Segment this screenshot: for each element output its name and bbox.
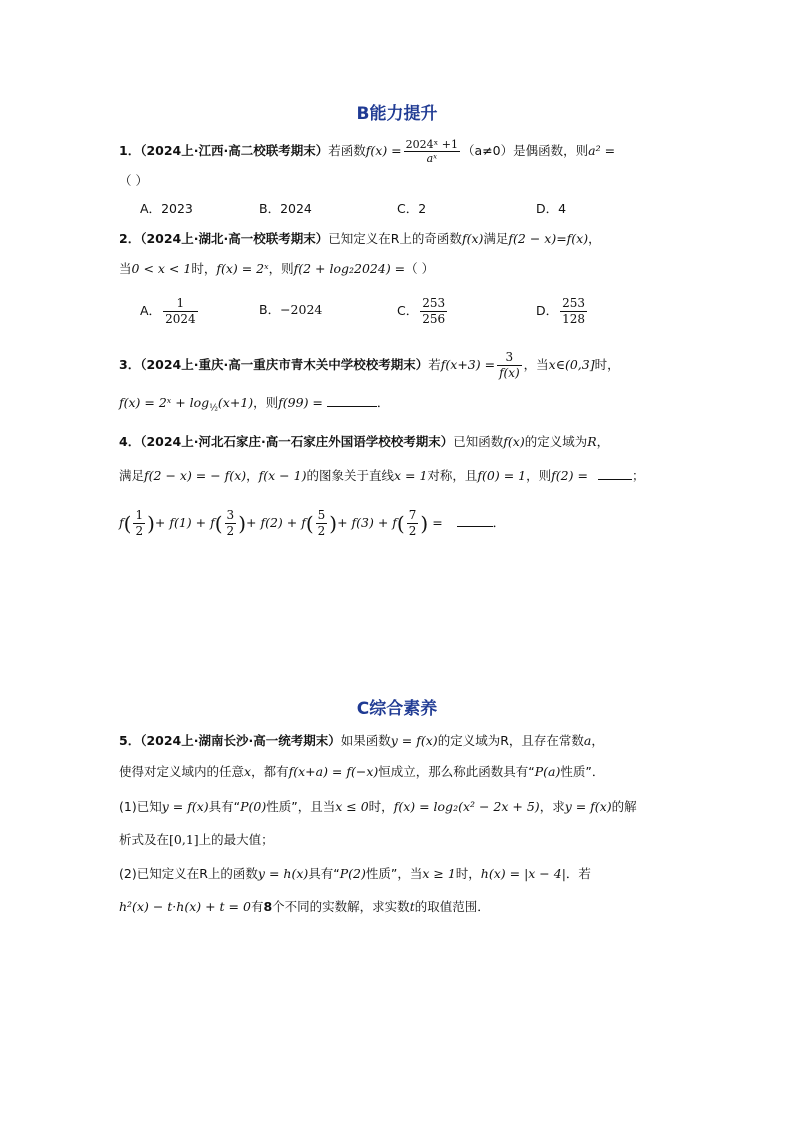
question-2-text: 已知定义在R上的奇函数: [328, 231, 462, 246]
question-2-when: 当: [119, 261, 132, 276]
question-4-text: 已知函数: [453, 434, 504, 449]
part-1-func-ref: y = f(x): [564, 799, 612, 814]
paren-open: (: [396, 511, 405, 536]
question-3-definition-arg: (x+1): [217, 395, 254, 410]
paren-close: ): [420, 511, 429, 536]
question-3-number: 3．: [119, 357, 141, 372]
fraction-denominator: 2: [317, 524, 326, 538]
question-2-line-2: [119, 259, 434, 279]
question-5-part-2-line-1: [119, 864, 591, 884]
part-1-definition: f(x) = log₂(x² − 2x + 5): [393, 799, 540, 814]
question-4-semicolon: ；: [631, 468, 645, 483]
question-1-option-c[interactable]: [397, 199, 426, 219]
fraction-numerator: 2024ˣ +1: [405, 138, 459, 151]
question-4-func: f(x): [503, 434, 525, 449]
option-value: 2024: [280, 201, 312, 216]
question-5-part-1-line-2: [119, 830, 274, 850]
question-1-func: f(x) =: [365, 143, 402, 158]
question-2-definition: f(x) = 2ˣ: [216, 261, 269, 276]
question-4-line-3: [119, 508, 505, 539]
question-4-domain-text: 的定义域为: [524, 434, 588, 449]
sum-fraction: [316, 508, 328, 539]
question-3-range: x∈(0,3]: [548, 357, 595, 372]
part-1-interval: [0,1]: [169, 832, 199, 847]
option-label: D．: [536, 201, 559, 216]
question-4-line-1: [119, 432, 609, 452]
question-3-lhs: f(x+3) =: [440, 357, 496, 372]
question-5-part-2-line-2: [119, 897, 490, 917]
question-5-property: P(a): [534, 764, 561, 779]
part-2-condition: x ≥ 1: [422, 866, 456, 881]
question-3-fraction: [497, 350, 522, 381]
question-2-text-b: 满足: [483, 231, 509, 246]
question-2-option-a[interactable]: [140, 296, 200, 327]
question-4-axis: x = 1: [393, 468, 428, 483]
question-5-source: （2024上·湖南长沙·高一统考期末）: [140, 733, 341, 748]
part-1-condition: x ≤ 0: [335, 799, 369, 814]
sum-term: f: [119, 515, 124, 530]
part-1-label: (1)已知: [119, 799, 162, 814]
question-5-text-b: 的定义域为R，且存在常数: [437, 733, 584, 748]
paren-close: ): [238, 511, 246, 536]
question-5-property-end: 性质”．: [560, 764, 605, 779]
option-value: 4: [558, 201, 567, 216]
question-4-answer-blank-1[interactable]: [598, 467, 632, 480]
part-1-has: 具有“: [208, 799, 241, 814]
question-2-number: 2．: [119, 231, 141, 246]
question-4-answer-blank-2[interactable]: [457, 514, 493, 527]
part-2-has-text: 有: [250, 899, 264, 914]
part-2-var: t: [409, 899, 415, 914]
section-title-c: C综合素养: [356, 699, 438, 719]
part-2-has: 具有“: [308, 866, 340, 881]
option-fraction: [560, 296, 587, 327]
paren-open: (: [123, 511, 132, 536]
question-4-satisfy: 满足: [119, 468, 145, 483]
question-3-answer-blank[interactable]: [327, 394, 377, 407]
part-2-time: 时，: [455, 866, 481, 881]
question-1-line-1: [119, 138, 615, 165]
question-2-time: 时，: [191, 261, 217, 276]
sum-fraction: [133, 508, 145, 539]
paren-close: ): [147, 511, 155, 536]
question-1-condition: （a≠0）: [462, 143, 514, 158]
question-2-range: 0 < x < 1: [131, 261, 192, 276]
part-2-func: y = h(x): [257, 866, 309, 881]
question-3-if: 若: [428, 357, 441, 372]
question-3-line-2: [119, 393, 389, 419]
part-1-expr: 的解: [611, 799, 637, 814]
question-4-domain: R: [587, 434, 597, 449]
fraction-numerator: 253: [562, 296, 586, 310]
fraction-denominator: 2: [226, 524, 235, 538]
part-2-property: P(2): [339, 866, 366, 881]
question-5-func: y = f(x): [390, 733, 438, 748]
part-2-solutions: 个不同的实数解，求实数: [272, 899, 410, 914]
part-1-property: P(0): [240, 799, 267, 814]
question-2-source: （2024上·湖北·高一校联考期末）: [140, 231, 329, 246]
question-1-fraction: [404, 138, 460, 165]
option-label: A．: [140, 303, 162, 318]
question-2-option-b[interactable]: [259, 300, 322, 320]
question-5-var: x: [244, 764, 252, 779]
question-3-period: ．: [376, 395, 390, 410]
question-1-source: （2024上·江西·高二校联考期末）: [140, 143, 329, 158]
question-3-source: （2024上·重庆·高一重庆市青木关中学校校考期末）: [140, 357, 429, 372]
option-label: B．: [259, 201, 281, 216]
question-4-symmetry-text: 的图象关于直线: [306, 468, 394, 483]
question-4-comma: ，: [596, 434, 610, 449]
fraction-denominator: 2024: [165, 312, 196, 326]
question-1-option-d[interactable]: [536, 199, 566, 219]
question-5-number: 5．: [119, 733, 141, 748]
question-1-number: 1．: [119, 143, 141, 158]
paren-close: ): [329, 511, 338, 536]
part-2-label: (2)已知定义在R上的函数: [119, 866, 258, 881]
question-3-line-1: [119, 350, 620, 381]
question-4-then: ，则: [526, 468, 552, 483]
option-label: C．: [397, 201, 419, 216]
option-fraction: [163, 296, 198, 327]
question-4-source: （2024上·河北石家庄·高一石家庄外国语学校校考期末）: [140, 434, 454, 449]
sum-fraction: [407, 508, 419, 539]
question-2-option-c[interactable]: [397, 296, 449, 327]
question-5-line-2: [119, 762, 604, 782]
question-5-equation: f(x+a) = f(−x): [288, 764, 379, 779]
fraction-numerator: 7: [408, 508, 417, 522]
question-4-number: 4．: [119, 434, 141, 449]
option-label: A．: [140, 201, 162, 216]
question-5-part-1-line-1: [119, 797, 637, 817]
question-4-ask-1: f(2) =: [551, 468, 588, 483]
question-2-comma: ，: [588, 231, 601, 246]
question-2-paren: （ ）: [405, 261, 435, 276]
question-3-ask: f(99) =: [278, 395, 323, 410]
question-2-ask: f(2 + log₂2024) =: [293, 261, 406, 276]
part-2-range: 的取值范围．: [414, 899, 490, 914]
question-4-condition-3: f(0) = 1: [477, 468, 527, 483]
question-5-const: a: [583, 733, 592, 748]
question-1-ask: a² =: [588, 143, 616, 158]
question-3-definition: f(x) = 2ˣ + log: [119, 395, 210, 410]
sum-term: + f(2) + f: [246, 515, 306, 530]
option-fraction: [420, 296, 447, 327]
part-2-when: 性质”，当: [365, 866, 423, 881]
question-4-condition-1: f(2 − x) = − f(x): [144, 468, 247, 483]
sum-term: + f(3) + f: [337, 515, 397, 530]
fraction-numerator: 3: [226, 508, 235, 522]
question-1-text-b: 是偶函数，则: [513, 143, 589, 158]
question-4-line-2: [119, 466, 644, 486]
option-label: C．: [397, 303, 419, 318]
question-3-when: ，当: [523, 357, 549, 372]
question-2-func: f(x): [461, 231, 484, 246]
part-1-max: 上的最大值；: [198, 832, 274, 847]
fraction-denominator: aˣ: [426, 152, 438, 165]
part-1-and-when: 性质”，且当: [266, 799, 336, 814]
option-value: 2: [418, 201, 427, 216]
fraction-numerator: 3: [497, 350, 522, 366]
fraction-numerator: 1: [163, 296, 198, 312]
question-2-then: ，则: [268, 261, 294, 276]
question-5-holds: 恒成立，那么称此函数具有“: [378, 764, 535, 779]
fraction-denominator: 2: [135, 524, 144, 538]
fraction-denominator: 256: [422, 312, 446, 326]
part-2-equation: h²(x) − t·h(x) + t = 0: [119, 899, 251, 914]
question-5-comma: ，: [591, 733, 604, 748]
fraction-numerator: 1: [135, 508, 144, 522]
question-1-option-b[interactable]: [259, 199, 312, 219]
question-5-any: 使得对定义域内的任意: [119, 764, 245, 779]
sum-equals: =: [432, 515, 443, 530]
question-5-line-1: [119, 731, 604, 751]
fraction-numerator: 253: [422, 296, 446, 310]
part-2-if: ．若: [565, 866, 591, 881]
question-5-text: 如果函数: [340, 733, 391, 748]
part-1-func: y = f(x): [161, 799, 209, 814]
question-4-condition-2: f(x − 1): [258, 468, 307, 483]
paren-open: (: [214, 511, 223, 536]
log-base: ½: [209, 403, 218, 414]
question-3-then: ，则: [253, 395, 279, 410]
question-1-option-a[interactable]: [140, 199, 193, 219]
part-2-definition: h(x) = |x − 4|: [480, 866, 566, 881]
fraction-denominator: 128: [562, 312, 586, 326]
option-value: 2023: [161, 201, 193, 216]
part-2-count: 8: [263, 899, 273, 914]
question-2-option-d[interactable]: [536, 296, 589, 327]
section-title-b: B能力提升: [356, 104, 438, 124]
question-2-line-1: [119, 229, 601, 249]
question-4-and: 对称，且: [427, 468, 478, 483]
part-1-time: 时，: [368, 799, 394, 814]
fraction-numerator: 5: [317, 508, 326, 522]
question-5-all: ，都有: [251, 764, 289, 779]
question-2-condition: f(2 − x)=f(x): [508, 231, 589, 246]
fraction-denominator: 2: [408, 524, 417, 538]
sum-term: + f(1) + f: [154, 515, 215, 530]
question-1-text: 若函数: [328, 143, 366, 158]
question-1-paren: （ ）: [119, 173, 148, 188]
part-1-analytic: 析式及在: [119, 832, 170, 847]
option-label: D．: [536, 303, 559, 318]
fraction-denominator: f(x): [499, 366, 520, 380]
sum-fraction: [225, 508, 237, 539]
question-3-time: 时，: [594, 357, 620, 372]
option-value: −2024: [280, 302, 323, 317]
paren-open: (: [305, 511, 314, 536]
question-4-sep: ，: [246, 468, 259, 483]
part-1-find: ，求: [539, 799, 565, 814]
option-label: B．: [259, 302, 281, 317]
question-4-period: ．: [492, 515, 506, 530]
